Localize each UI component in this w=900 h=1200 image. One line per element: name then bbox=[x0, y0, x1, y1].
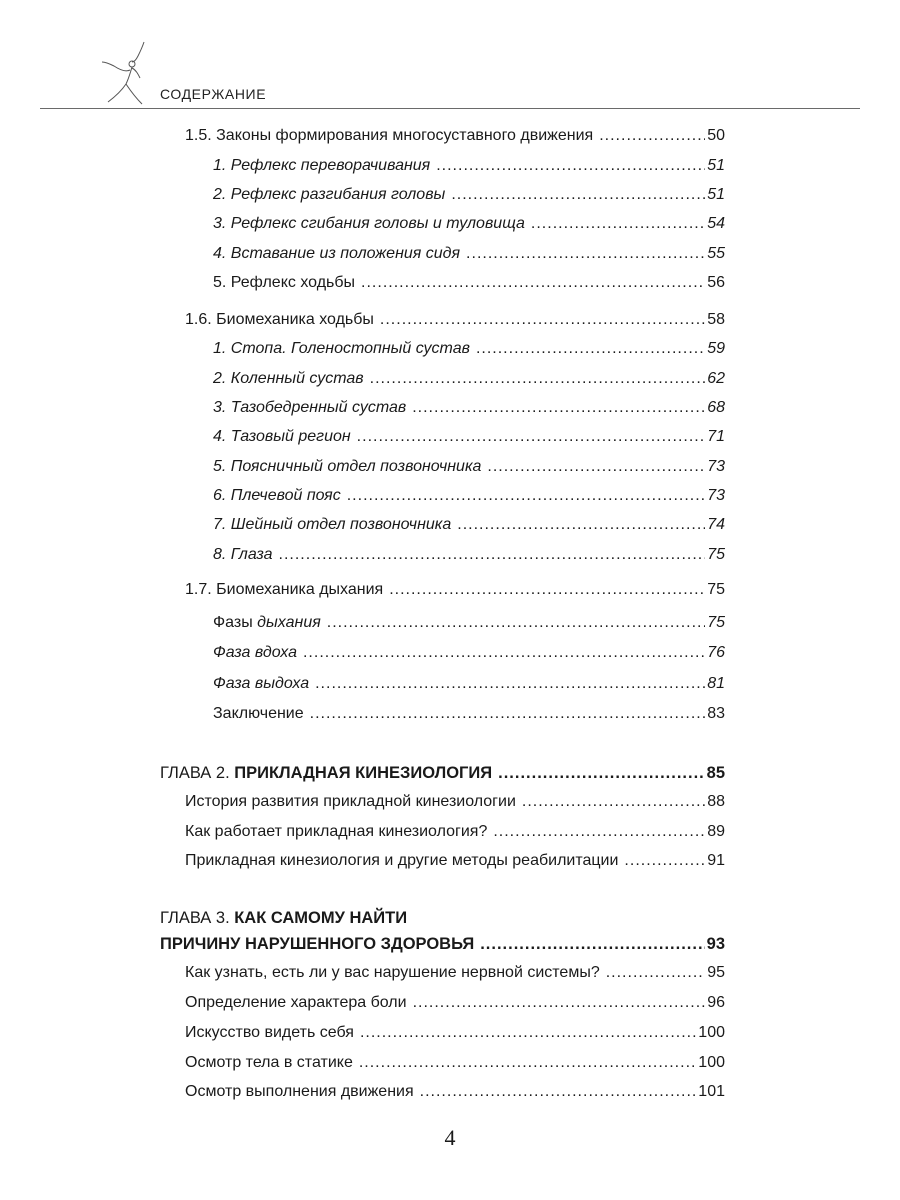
leader-dots bbox=[436, 156, 705, 176]
toc-entry-3-5[interactable] bbox=[185, 1082, 725, 1102]
toc-entry-page: 56 bbox=[707, 274, 725, 291]
toc-entry-2-1[interactable] bbox=[185, 792, 725, 812]
toc-entry-page: 73 bbox=[707, 458, 725, 475]
leader-dots bbox=[476, 339, 705, 359]
toc-entry-title: Определение характера боли bbox=[185, 994, 407, 1011]
toc-entry-page: 101 bbox=[698, 1083, 725, 1100]
toc-entry-1-6-4[interactable] bbox=[213, 427, 725, 447]
toc-chapter-title bbox=[160, 934, 474, 954]
toc-entry-page: 76 bbox=[707, 644, 725, 661]
toc-entry-page: 81 bbox=[707, 675, 725, 692]
toc-chapter-2[interactable] bbox=[160, 763, 725, 783]
leader-dots bbox=[457, 515, 705, 535]
leader-dots bbox=[451, 185, 705, 205]
toc-entry-title: 6. Плечевой пояс bbox=[213, 487, 341, 504]
leader-dots bbox=[413, 993, 706, 1013]
toc-entry-1-7-2[interactable] bbox=[213, 643, 725, 663]
chapter-page: 85 bbox=[706, 764, 725, 782]
leader-dots bbox=[531, 214, 705, 234]
leader-dots bbox=[522, 792, 705, 812]
toc-entry-title: 4. Тазовый регион bbox=[213, 428, 351, 445]
leader-dots bbox=[606, 963, 705, 983]
toc-entry-title: 1. Рефлекс переворачивания bbox=[213, 157, 431, 174]
toc-entry-title-italic: дыхания bbox=[257, 614, 321, 631]
toc-entry-title: 3. Рефлекс сгибания головы и туловища bbox=[213, 215, 525, 232]
toc-entry-1-6-3[interactable] bbox=[213, 398, 725, 418]
toc-entry-3-2[interactable] bbox=[185, 993, 725, 1013]
toc-entry-1-6-5[interactable] bbox=[213, 457, 725, 477]
toc-entry-2-3[interactable] bbox=[185, 851, 725, 871]
leader-dots bbox=[389, 580, 705, 600]
toc-entry-1-5-2[interactable] bbox=[213, 185, 725, 205]
toc-entry-title: Искусство видеть себя bbox=[185, 1024, 354, 1041]
toc-entry-title: 2. Коленный сустав bbox=[213, 370, 364, 387]
toc-entry-page bbox=[707, 934, 725, 954]
toc-entry-title: 1.6. Биомеханика ходьбы bbox=[185, 311, 374, 328]
leader-dots bbox=[315, 674, 705, 694]
toc-entry-1-7-3[interactable] bbox=[213, 674, 725, 694]
toc-entry-page: 74 bbox=[707, 516, 725, 533]
toc-chapter-3[interactable] bbox=[160, 934, 725, 954]
toc-chapter-3-line1[interactable] bbox=[160, 908, 407, 928]
leader-dots bbox=[624, 851, 705, 871]
toc-entry-1-5-5[interactable] bbox=[213, 273, 725, 293]
toc-entry-page: 73 bbox=[707, 487, 725, 504]
leader-dots bbox=[361, 273, 705, 293]
toc-entry-page: 89 bbox=[707, 823, 725, 840]
toc-entry-page: 91 bbox=[707, 852, 725, 869]
toc-entry-1-5[interactable] bbox=[185, 126, 725, 146]
toc-entry-title: 7. Шейный отдел позвоночника bbox=[213, 516, 452, 533]
toc-entry-title: 8. Глаза bbox=[213, 546, 273, 563]
toc-entry-page: 54 bbox=[707, 215, 725, 232]
leader-dots bbox=[466, 244, 705, 264]
toc-entry-page: 75 bbox=[707, 581, 725, 598]
toc-entry-page: 100 bbox=[698, 1054, 725, 1071]
toc-entry-page: 59 bbox=[707, 340, 725, 357]
toc-entry-page: 51 bbox=[707, 186, 725, 203]
toc-entry-page: 100 bbox=[698, 1024, 725, 1041]
leader-dots bbox=[310, 704, 706, 724]
toc-entry-title: Осмотр выполнения движения bbox=[185, 1083, 414, 1100]
page-number: 4 bbox=[444, 1125, 456, 1150]
toc-entry-page: 50 bbox=[707, 127, 725, 144]
leader-dots bbox=[357, 427, 706, 447]
toc-entry-title: 5. Рефлекс ходьбы bbox=[213, 274, 356, 291]
toc-entry-title: 1.7. Биомеханика дыхания bbox=[185, 581, 384, 598]
toc-entry-title bbox=[213, 613, 321, 633]
toc-entry-1-6-6[interactable] bbox=[213, 486, 725, 506]
toc-entry-1-5-4[interactable] bbox=[213, 244, 725, 264]
toc-entry-1-5-1[interactable] bbox=[213, 156, 725, 176]
leader-dots bbox=[303, 643, 705, 663]
toc-entry-title: Прикладная кинезиология и другие методы реабилитации bbox=[185, 852, 619, 869]
chapter-label: ГЛАВА 2. bbox=[160, 764, 235, 782]
toc-entry-1-7-1[interactable] bbox=[213, 613, 725, 633]
toc-entry-page: 88 bbox=[707, 793, 725, 810]
toc-entry-page: 95 bbox=[707, 964, 725, 981]
toc-entry-page: 51 bbox=[707, 157, 725, 174]
leader-dots bbox=[279, 545, 706, 565]
toc-entry-page: 96 bbox=[707, 994, 725, 1011]
toc-entry-title-plain: Фазы bbox=[213, 614, 258, 631]
chapter-heading-line2: ПРИЧИНУ НАРУШЕННОГО ЗДОРОВЬЯ bbox=[160, 935, 475, 953]
toc-entry-title: Как узнать, есть ли у вас нарушение нервной системы? bbox=[185, 964, 600, 981]
leader-dots bbox=[327, 613, 705, 633]
toc-entry-page: 58 bbox=[707, 311, 725, 328]
leader-dots bbox=[359, 1053, 696, 1073]
toc-entry-title: Осмотр тела в статике bbox=[185, 1054, 353, 1071]
toc-entry-page: 75 bbox=[707, 614, 725, 631]
toc-entry-1-6-1[interactable] bbox=[213, 339, 725, 359]
chapter-label: ГЛАВА 3. bbox=[160, 909, 235, 927]
leader-dots bbox=[412, 398, 705, 418]
leader-dots bbox=[487, 457, 705, 477]
chapter-heading-line1: КАК САМОМУ НАЙТИ bbox=[234, 909, 408, 927]
toc-entry-page: 71 bbox=[707, 428, 725, 445]
leader-dots bbox=[380, 310, 705, 330]
leader-dots bbox=[360, 1023, 696, 1043]
toc-entry-1-7-4[interactable] bbox=[213, 704, 725, 724]
toc-entry-title: Заключение bbox=[213, 705, 304, 722]
toc-entry-1-6-2[interactable] bbox=[213, 369, 725, 389]
toc-entry-page: 62 bbox=[707, 370, 725, 387]
toc-entry-3-4[interactable] bbox=[185, 1053, 725, 1073]
chapter-page: 93 bbox=[706, 935, 725, 953]
toc-entry-title: 1.5. Законы формирования многосуставного движения bbox=[185, 127, 594, 144]
leader-dots bbox=[347, 486, 705, 506]
toc-entry-3-3[interactable] bbox=[185, 1023, 725, 1043]
toc-entry-1-7[interactable] bbox=[185, 580, 725, 600]
toc-entry-page: 83 bbox=[707, 705, 725, 722]
toc-entry-page: 55 bbox=[707, 245, 725, 262]
toc-entry-title: Фаза вдоха bbox=[213, 644, 297, 661]
leader-dots bbox=[480, 934, 704, 954]
toc-entry-2-2[interactable] bbox=[185, 822, 725, 842]
toc-entry-page bbox=[707, 763, 725, 783]
toc-entry-title: Фаза выдоха bbox=[213, 675, 310, 692]
toc-entry-page: 68 bbox=[707, 399, 725, 416]
toc-entry-title: 1. Стопа. Голеностопный сустав bbox=[213, 340, 470, 357]
leader-dots bbox=[599, 126, 705, 146]
toc-chapter-title bbox=[160, 763, 492, 783]
toc-entry-title: 4. Вставание из положения сидя bbox=[213, 245, 461, 262]
toc-entry-1-5-3[interactable] bbox=[213, 214, 725, 234]
toc-entry-1-6-8[interactable] bbox=[213, 545, 725, 565]
leader-dots bbox=[370, 369, 706, 389]
toc-entry-3-1[interactable] bbox=[185, 963, 725, 983]
toc-entry-1-6[interactable] bbox=[185, 310, 725, 330]
header-title: СОДЕРЖАНИЕ bbox=[160, 86, 267, 102]
toc-entry-title: История развития прикладной кинезиологии bbox=[185, 793, 516, 810]
toc-entry-title: Как работает прикладная кинезиология? bbox=[185, 823, 488, 840]
toc-entry-page: 75 bbox=[707, 546, 725, 563]
leader-dots bbox=[498, 763, 705, 783]
toc-entry-title: 3. Тазобедренный сустав bbox=[213, 399, 407, 416]
chapter-heading: ПРИКЛАДНАЯ КИНЕЗИОЛОГИЯ bbox=[234, 764, 493, 782]
toc-entry-title: 2. Рефлекс разгибания головы bbox=[213, 186, 446, 203]
toc-entry-title: 5. Поясничный отдел позвоночника bbox=[213, 458, 482, 475]
toc-entry-1-6-7[interactable] bbox=[213, 515, 725, 535]
leader-dots bbox=[420, 1082, 697, 1102]
leader-dots bbox=[493, 822, 705, 842]
